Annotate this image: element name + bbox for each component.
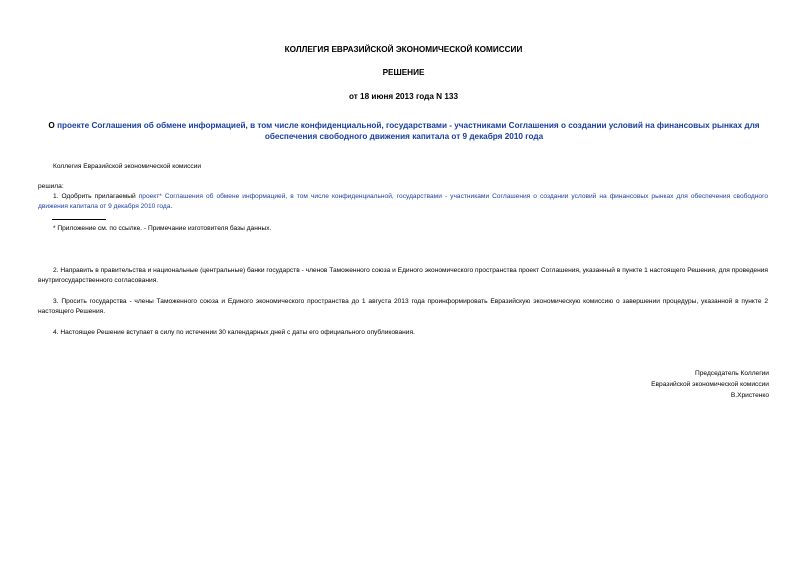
item-1-text: 1. Одобрить прилагаемый [53,193,139,200]
footnote-paragraph: * Приложение см. по ссылке. - Примечание изготовителя базы данных. [53,225,272,232]
document-title [40,120,768,142]
item-1-paragraph [38,192,768,212]
agreement-2010-link[interactable]: Соглашения о создании условий на финансовых рынках для обеспечения свободного движения капитала от 9 декабря 2010 года [38,193,768,210]
document-kind-heading: РЕШЕНИЕ [382,68,425,77]
signature-position-line-1: Председатель Коллегии [695,370,769,377]
title-prefix: О [48,121,58,130]
item-1-end: . [170,203,173,210]
item-2-paragraph: 2. Направить в правительства и национальные (центральные) банки государств - членов Таможенного союза и Единого экономического пространства проект Соглашения, указанный в пункте 1 настоящего Решения, для проведения внутригосударственного согласования. [38,267,768,284]
item-3-paragraph: 3. Просить государства - члены Таможенного союза и Единого экономического пространства до 1 августа 2013 года проинформировать Евразийскую экономическую комиссию о завершении процедуры, указанной в пункте 2 настоящего Решения. [38,298,768,315]
signature-position-line-2: Евразийской экономической комиссии [651,381,769,388]
signature-name: В.Христенко [730,392,769,399]
date-number-heading: от 18 июня 2013 года N 133 [348,92,459,101]
decided-paragraph: решила: [38,183,64,190]
organization-heading: КОЛЛЕГИЯ ЕВРАЗИЙСКОЙ ЭКОНОМИЧЕСКОЙ КОМИССИИ [284,45,523,54]
footnote-divider [52,219,106,220]
intro-paragraph: Коллегия Евразийской экономической комиссии [53,163,202,170]
title-link[interactable]: проекте Соглашения об обмене информацией, в том числе конфиденциальной, государствами - участниками Соглашения о создании условий на финансовых рынках для обеспечения свободного движения капитала от 9 декабря 2010 года [57,121,760,141]
draft-agreement-link[interactable]: проект* Соглашения об обмене информацией, в том числе конфиденциальной, государствами - участниками [138,193,493,200]
signature-block [651,368,769,401]
item-4-paragraph: 4. Настоящее Решение вступает в силу по истечении 30 календарных дней с даты его официального опубликования. [53,329,415,336]
